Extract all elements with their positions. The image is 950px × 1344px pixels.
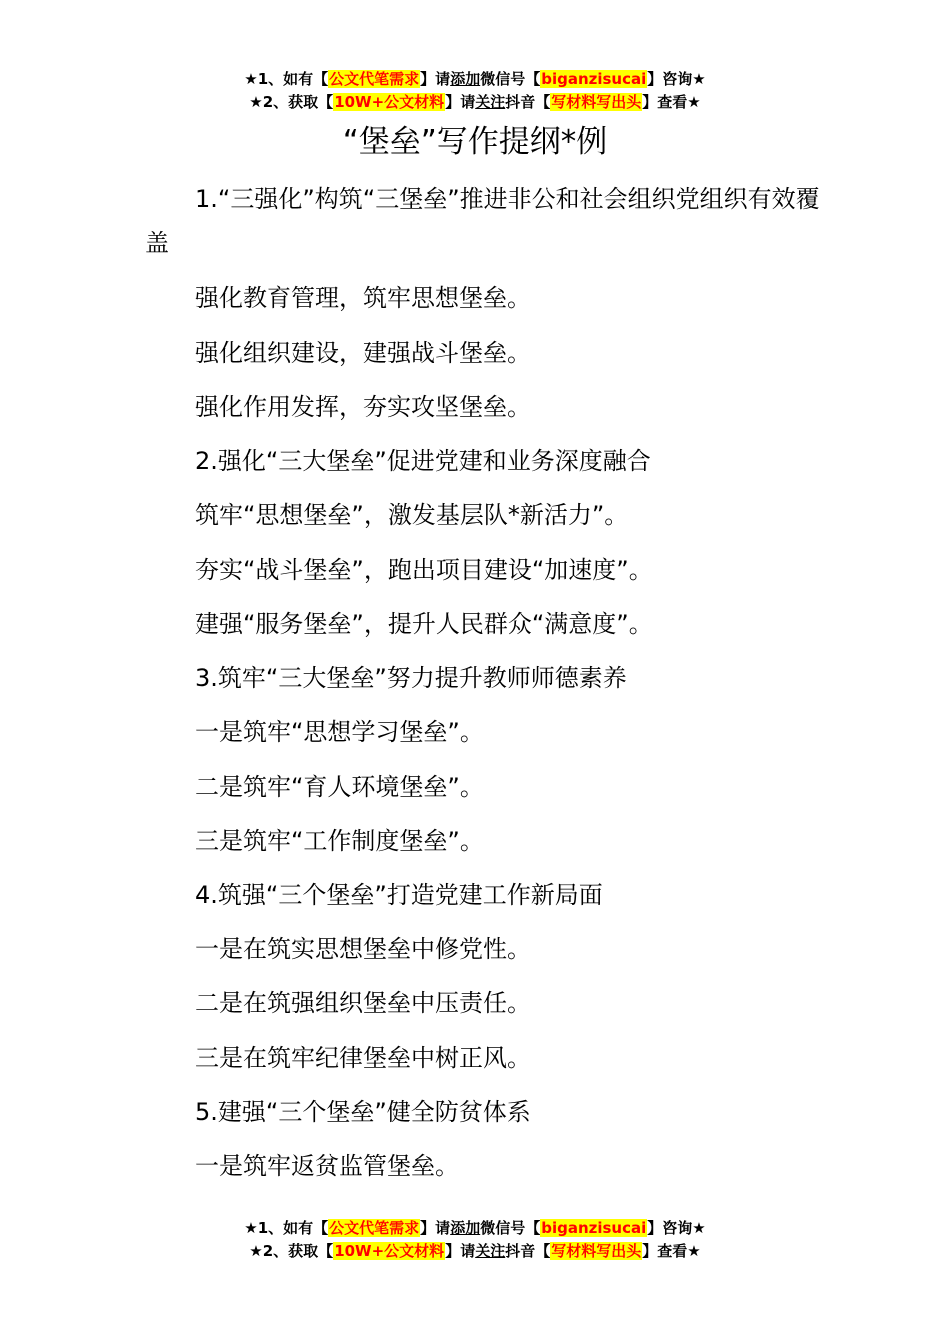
paragraph: 强化作用发挥，夯实攻坚堡垒。 xyxy=(195,393,531,421)
banner-text: 】请 xyxy=(445,93,476,111)
paragraph: 一是筑牢“思想学习堡垒”。 xyxy=(195,718,484,746)
paragraph: 三是在筑牢纪律堡垒中树正风。 xyxy=(195,1044,531,1072)
banner-highlight: 公文代笔需求 xyxy=(329,1219,420,1237)
banner-underlined-text: 关注 xyxy=(475,93,506,111)
banner-text: ★2、获取【 xyxy=(249,1242,334,1260)
document-body xyxy=(145,0,825,1344)
paragraph-heading: 3.筑牢“三大堡垒”努力提升教师师德素养 xyxy=(195,664,627,692)
banner-text: 】请 xyxy=(420,70,451,88)
paragraph: 强化组织建设，建强战斗堡垒。 xyxy=(195,339,531,367)
banner-highlight: 写材料写出头 xyxy=(551,1242,642,1260)
banner-underlined-text: 关注 xyxy=(475,1242,506,1260)
banner-highlight: 写材料写出头 xyxy=(551,93,642,111)
paragraph: 一是在筑实思想堡垒中修党性。 xyxy=(195,935,531,963)
paragraph: 强化教育管理，筑牢思想堡垒。 xyxy=(195,284,531,312)
banner-text: 抖音【 xyxy=(505,1242,551,1260)
banner-text: 】请 xyxy=(420,1219,451,1237)
banner-text: 抖音【 xyxy=(505,93,551,111)
banner-highlight: 公文代笔需求 xyxy=(329,70,420,88)
banner-line-2 xyxy=(0,1240,950,1263)
banner-text: ★1、如有【 xyxy=(244,70,329,88)
banner-text: 】查看★ xyxy=(642,1242,701,1260)
paragraph: 夯实“战斗堡垒”，跑出项目建设“加速度”。 xyxy=(195,556,653,584)
paragraph: 三是筑牢“工作制度堡垒”。 xyxy=(195,827,484,855)
banner-highlight: 10W+公文材料 xyxy=(334,1242,445,1260)
paragraph: 建强“服务堡垒”，提升人民群众“满意度”。 xyxy=(195,610,653,638)
paragraph-heading: 2.强化“三大堡垒”促进党建和业务深度融合 xyxy=(195,447,651,475)
footer-banner xyxy=(0,1217,950,1263)
banner-highlight: biganzisucai xyxy=(541,1219,647,1237)
banner-underlined-text: 添加 xyxy=(450,70,481,88)
banner-highlight: biganzisucai xyxy=(541,70,647,88)
banner-line-1 xyxy=(0,1217,950,1240)
paragraph-heading: 4.筑强“三个堡垒”打造党建工作新局面 xyxy=(195,881,603,909)
banner-text: 】查看★ xyxy=(642,93,701,111)
banner-text: 微信号【 xyxy=(480,1219,541,1237)
banner-text: 】请 xyxy=(445,1242,476,1260)
paragraph: 一是筑牢返贫监管堡垒。 xyxy=(195,1152,459,1180)
banner-text: 】咨询★ xyxy=(647,70,706,88)
banner-text: 】咨询★ xyxy=(647,1219,706,1237)
paragraph-heading: 5.建强“三个堡垒”健全防贫体系 xyxy=(195,1098,531,1126)
banner-underlined-text: 添加 xyxy=(450,1219,481,1237)
banner-text: ★1、如有【 xyxy=(244,1219,329,1237)
paragraph: 二是筑牢“育人环境堡垒”。 xyxy=(195,773,484,801)
paragraph-heading: 1.“三强化”构筑“三堡垒”推进非公和社会组织党组织有效覆盖 xyxy=(145,185,820,257)
paragraph: 筑牢“思想堡垒”，激发基层队*新活力”。 xyxy=(195,501,629,529)
paragraph: 二是在筑强组织堡垒中压责任。 xyxy=(195,989,531,1017)
page-title: “堡垒”写作提纲*例 xyxy=(342,124,608,160)
banner-text: ★2、获取【 xyxy=(249,93,334,111)
banner-highlight: 10W+公文材料 xyxy=(334,93,445,111)
banner-text: 微信号【 xyxy=(480,70,541,88)
